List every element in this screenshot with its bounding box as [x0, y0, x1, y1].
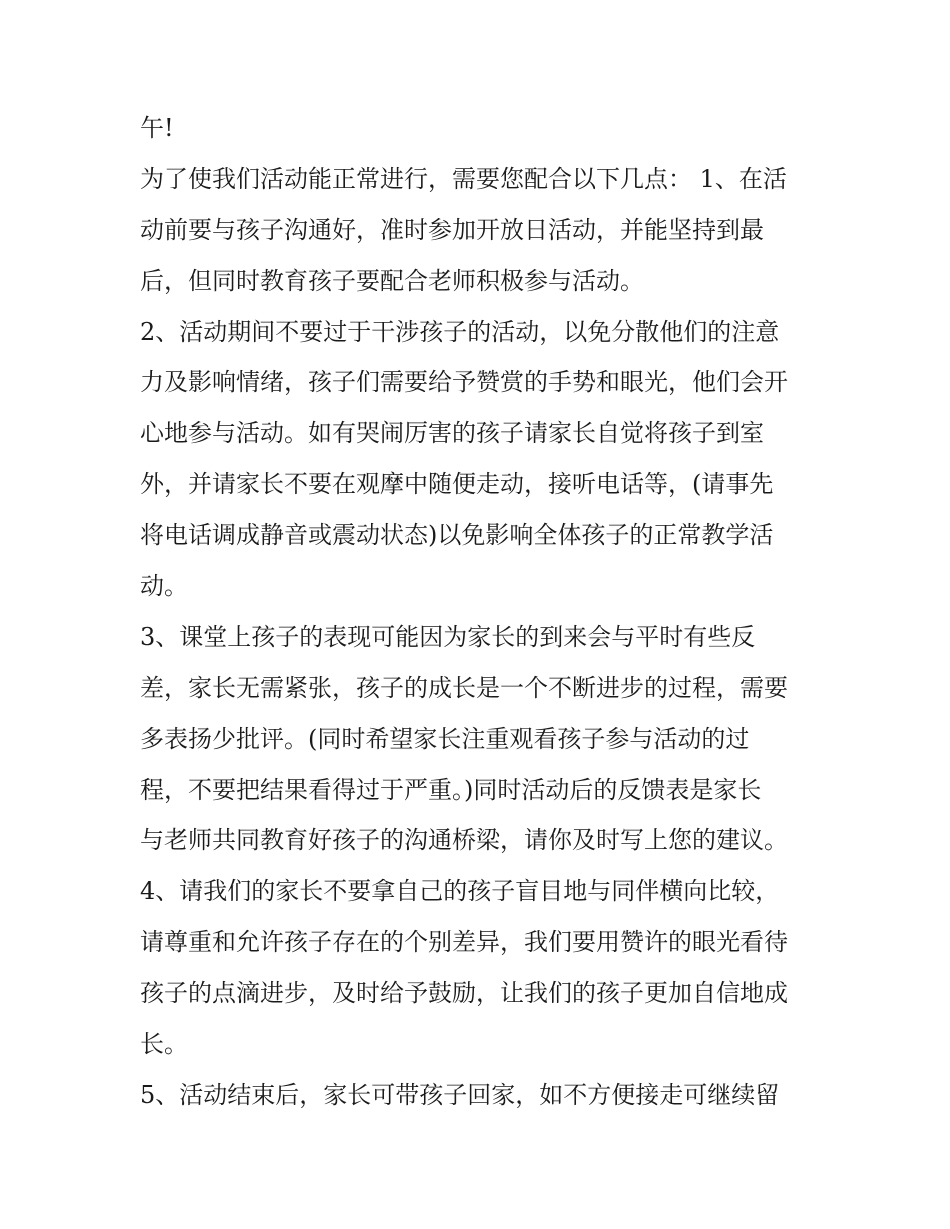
- text-line: 将电话调成静音或震动状态)以免影响全体孩子的正常教学活: [140, 521, 774, 550]
- text-line: 程，不要把结果看得过于严重。)同时活动后的反馈表是家长: [140, 775, 762, 804]
- text-line: 请尊重和允许孩子存在的个别差异，我们要用赞许的眼光看待: [140, 928, 788, 957]
- text-line: 为了使我们活动能正常进行，需要您配合以下几点： 1、在活: [140, 164, 787, 193]
- text-line: 4、请我们的家长不要拿自己的孩子盲目地与同伴横向比较，: [140, 877, 780, 906]
- text-line: 动。: [140, 572, 188, 601]
- text-line: 后，但同时教育孩子要配合老师积极参与活动。: [140, 266, 644, 295]
- text-line: 与老师共同教育好孩子的沟通桥梁，请你及时写上您的建议。: [140, 826, 788, 855]
- text-line: 孩子的点滴进步，及时给予鼓励，让我们的孩子更加自信地成: [140, 979, 788, 1008]
- text-line: 5、活动结束后，家长可带孩子回家，如不方便接走可继续留: [140, 1080, 780, 1109]
- text-line: 3、课堂上孩子的表现可能因为家长的到来会与平时有些反: [140, 622, 756, 651]
- text-line: 心地参与活动。如有哭闹厉害的孩子请家长自觉将孩子到室: [140, 419, 764, 448]
- text-line: 动前要与孩子沟通好，准时参加开放日活动，并能坚持到最: [140, 215, 764, 244]
- text-line: 力及影响情绪，孩子们需要给予赞赏的手势和眼光，他们会开: [140, 368, 788, 397]
- text-line: 外，并请家长不要在观摩中随便走动，接听电话等，(请事先: [140, 470, 774, 499]
- text-line: 午!: [140, 114, 174, 142]
- text-line: 多表扬少批评。(同时希望家长注重观看孩子参与活动的过: [140, 724, 750, 753]
- body-text: [140, 103, 820, 1121]
- text-line: 长。: [140, 1030, 188, 1059]
- text-line: 2、活动期间不要过于干涉孩子的活动，以免分散他们的注意: [140, 317, 780, 346]
- text-line: 差，家长无需紧张，孩子的成长是一个不断进步的过程，需要: [140, 673, 788, 702]
